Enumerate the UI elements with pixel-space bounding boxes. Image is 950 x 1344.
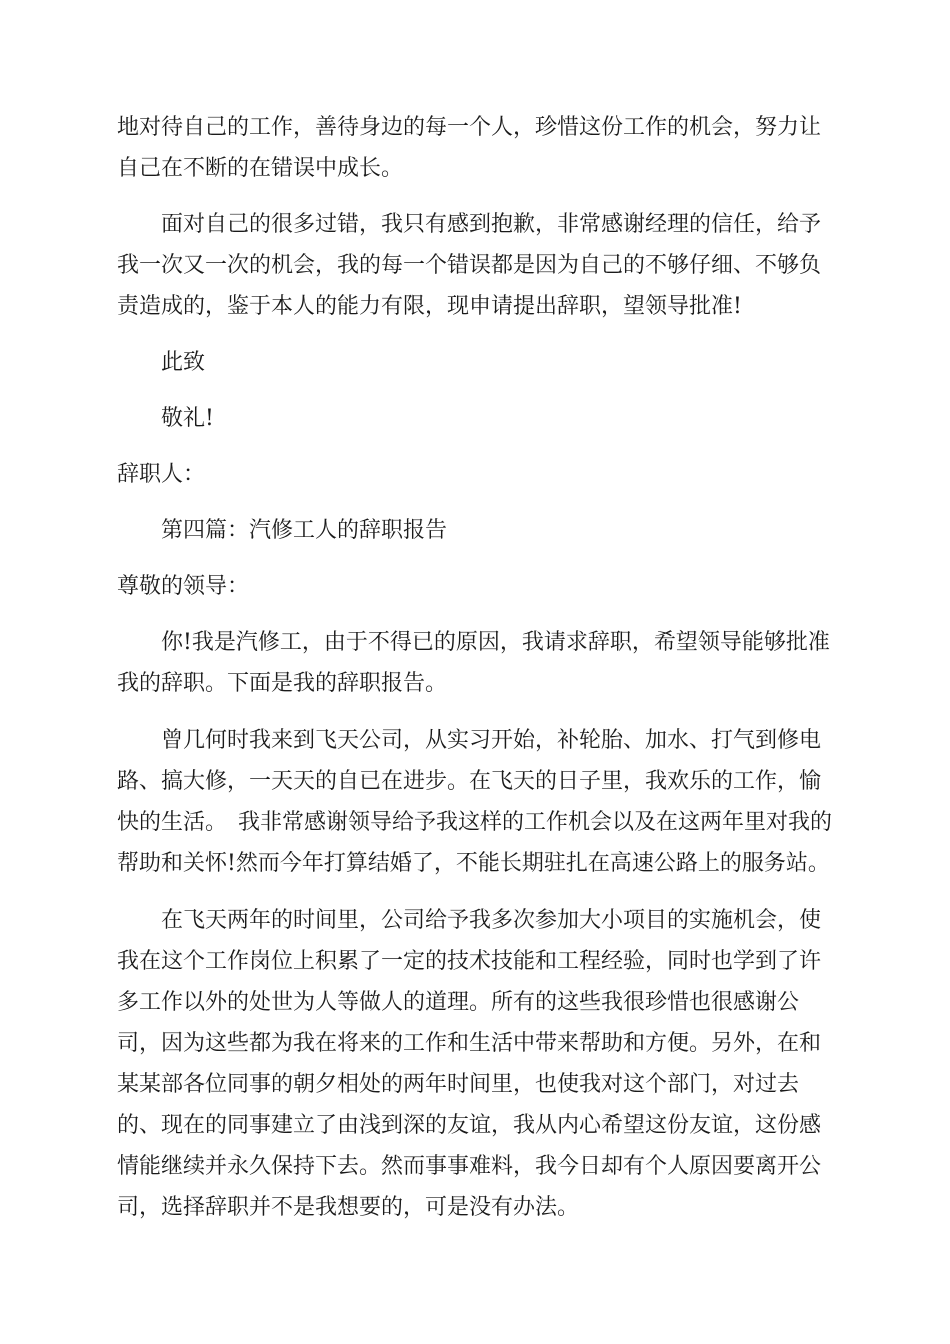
section-heading: 第四篇：汽修工人的辞职报告 <box>161 518 448 543</box>
paragraph-continued: 地对待自己的工作，善待身边的每一个人，珍惜这份工作的机会，努力让自己在不断的在错误中成长。 <box>117 115 822 181</box>
paragraph-intro: 你!我是汽修工，由于不得已的原因，我请求辞职，希望领导能够批准我的辞职。下面是我的辞职报告。 <box>117 630 830 696</box>
letter-greeting: 尊敬的领导： <box>117 574 250 599</box>
document-body <box>117 107 833 1228</box>
closing-salutation: 此致 <box>161 350 206 375</box>
paragraph-history: 曾几何时我来到飞天公司，从实习开始，补轮胎、加水、打气到修电路、搞大修，一天天的自已在进步。在飞天的日子里，我欢乐的工作，愉快的生活。 我非常感谢领导给予我这样的工作机会以及在这两年里对我的帮助和关怀!然而今年打算结婚了，不能长期驻扎在高速公路上的服务站。 <box>117 728 833 876</box>
signature-label: 辞职人： <box>117 462 206 487</box>
paragraph-apology: 面对自己的很多过错，我只有感到抱歉，非常感谢经理的信任，给予我一次又一次的机会，我的每一个错误都是因为自己的不够仔细、不够负责造成的，鉴于本人的能力有限，现申请提出辞职，望领导批准! <box>117 212 822 319</box>
closing-regards: 敬礼! <box>161 406 214 431</box>
paragraph-gratitude: 在飞天两年的时间里，公司给予我多次参加大小项目的实施机会，使我在这个工作岗位上积累了一定的技术技能和工程经验，同时也学到了许多工作以外的处世为人等做人的道理。所有的这些我很珍惜也很感谢公司，因为这些都为我在将来的工作和生活中带来帮助和方便。另外，在和某某部各位同事的朝夕相处的两年时间里，也使我对这个部门，对过去的、现在的同事建立了由浅到深的友谊，我从内心希望这份友谊，这份感情能继续并永久保持下去。然而事事难料，我今日却有个人原因要离开公司，选择辞职并不是我想要的，可是没有办法。 <box>117 908 822 1220</box>
